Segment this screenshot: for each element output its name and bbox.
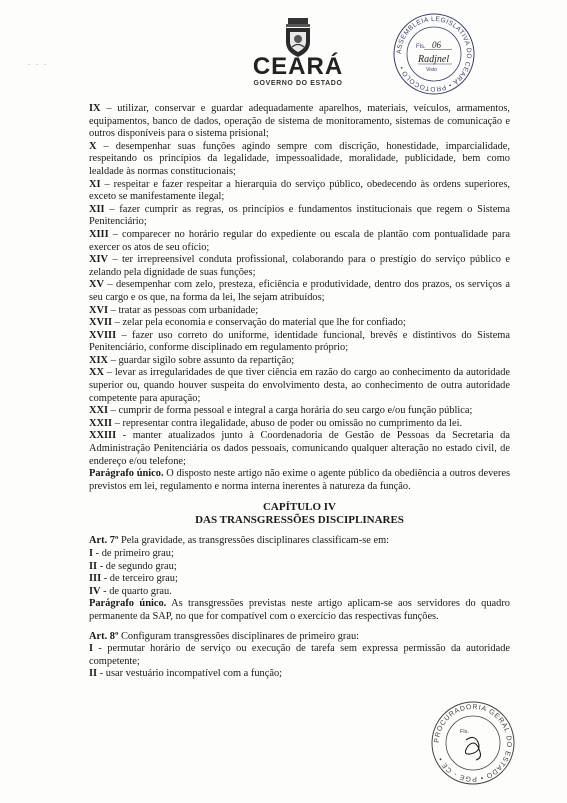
stamp-signature: Radjnel: [418, 54, 450, 65]
article-item-number: XXI: [89, 405, 109, 417]
article-item-text: – fazer cumprir as regras, os princípios e fundamentos institucionais que regem o Sistema Penitenciário;: [89, 203, 510, 228]
article-8-item-text: - permutar horário de serviço ou execução de tarefa sem expressa permissão da autoridade competente;: [89, 643, 510, 667]
article-8-item-number: II: [89, 668, 98, 680]
legislative-protocol-stamp: [392, 12, 476, 96]
article-item: [89, 430, 510, 468]
grade-item-number: III: [89, 573, 102, 585]
article-item: [89, 141, 510, 179]
article-8-item: [89, 668, 510, 681]
article-8-text: Configuram transgressões disciplinares de primeiro grau:: [118, 630, 360, 642]
pge-stamp-ring-text: PROCURADORIA GERAL DO ESTADO • PGE - CE •: [433, 703, 513, 783]
article-item: [89, 179, 510, 204]
chapter-title: CAPÍTULO IV: [262, 501, 337, 514]
stamp-ring-text: ASSEMBLEIA LEGISLATIVA DO CEARÁ • PROTOCOLO •: [395, 15, 473, 93]
article-7-heading: [89, 535, 510, 548]
article-items-list: [89, 103, 510, 468]
article-item: [89, 367, 510, 405]
article-item-text: – cumprir de forma pessoal e integral a carga horária do seu cargo e/ou função pública;: [108, 405, 473, 417]
article-item-text: – desempenhar suas funções agindo sempre com discrição, honestidade, imparcialidade, respeitando os princípios da legalidade, impessoalidade, moralidade, publicidade, bem como lealdade às normas constitucionais;: [89, 140, 510, 177]
article-item: [89, 229, 510, 254]
article-item-number: XVII: [89, 317, 113, 329]
article-item-number: XIV: [89, 254, 109, 266]
paragrafo-unico-2: [89, 598, 510, 623]
stamp-fls-value: 06: [432, 40, 441, 50]
article-8-label: Art. 8º: [89, 630, 119, 642]
article-7-grades-list: [89, 548, 510, 598]
article-item-text: – fazer uso correto do uniforme, identidade funcional, brevês e distintivos do Sistema Penitenciário, conforme disciplinado em regulamento próprio;: [89, 329, 510, 354]
article-8-items-list: [89, 643, 510, 681]
article-item: [89, 405, 510, 418]
article-item: [89, 279, 510, 304]
grade-item-text: - de terceiro grau;: [101, 573, 178, 585]
grade-item: [89, 586, 510, 599]
article-8-item-text: - usar vestuário incompatível com a função;: [97, 668, 283, 680]
article-item-text: – desempenhar com zelo, presteza, eficiência e produtividade, dentro dos prazos, os serviços a seu cargo e os que, na forma da lei, lhe sejam atribuídos;: [89, 279, 510, 303]
article-item-number: X: [89, 140, 97, 152]
paragrafo-label: Parágrafo único.: [89, 598, 167, 610]
article-item-text: – tratar as pessoas com urbanidade;: [108, 304, 259, 316]
stamp-fls-label: Fls.: [416, 44, 426, 50]
article-item-text: – ter irrepreensível conduta profissional, colaborando para o prestígio do serviço público e zelando pela dignidade de suas funções;: [89, 254, 510, 278]
grade-item-text: - de quarto grau.: [100, 585, 172, 597]
article-item-number: IX: [89, 103, 101, 114]
article-item-number: XV: [89, 279, 105, 291]
article-item-text: - manter atualizados junto à Coordenadoria de Gestão de Pessoas da Secretaria da Administração Penitenciária os dados pessoais, comunicando qualquer alteração no estado civil, de endereço e/ou telefone;: [89, 430, 510, 467]
article-item-number: XXII: [89, 417, 113, 429]
article-item-text: – levar as irregularidades de que tiver ciência em razão do cargo ao conhecimento da autoridade superior ou, quando houver suspeita do envolvimento desta, ao conhecimento de outra autoridade competente para apuração;: [89, 367, 510, 404]
article-item-number: XIII: [89, 228, 109, 240]
page-header: [0, 0, 567, 105]
grade-item-text: - de primeiro grau;: [93, 548, 174, 559]
ceara-coat-of-arms-icon: [283, 18, 313, 58]
article-item-number: XVI: [89, 304, 109, 316]
chapter-subtitle: DAS TRANSGRESSÕES DISCIPLINARES: [195, 514, 404, 527]
article-item: [89, 305, 510, 318]
pge-stamp-fls-label: Fls.: [460, 729, 469, 735]
grade-item-number: I: [89, 548, 94, 559]
article-item-number: XVIII: [89, 329, 117, 341]
article-item-text: – guardar sigilo sobre assunto da repartição;: [108, 354, 295, 366]
paragrafo-text: As transgressões previstas neste artigo aplicam-se aos servidores do quadro permanente da SAP, no que for compatível com o exercício das respectivas funções.: [89, 598, 510, 622]
margin-mark: . . .: [28, 58, 48, 67]
article-item-number: XXIII: [89, 430, 117, 442]
article-7-text: Pela gravidade, as transgressões disciplinares classificam-se em:: [118, 535, 390, 547]
article-8-item: [89, 643, 510, 668]
article-item: [89, 355, 510, 368]
government-brand: [228, 55, 368, 87]
article-8-item-number: I: [89, 643, 94, 655]
article-item: [89, 418, 510, 431]
paragrafo-unico-1: [89, 468, 510, 493]
grade-item-number: II: [89, 560, 98, 572]
article-item-number: XIX: [89, 354, 109, 366]
article-8-heading: [89, 631, 510, 644]
article-7-label: Art. 7º: [89, 535, 119, 547]
article-item-number: XX: [89, 367, 105, 379]
article-item-text: – utilizar, conservar e guardar adequadamente aparelhos, materiais, veículos, armamentos, equipamentos, banco de dados, operação de sistema de monitoramento, sistemas de comunicação e outros disponíveis para o sistema prisional;: [89, 103, 510, 140]
pge-stamp-signature-mark: [465, 737, 480, 760]
article-item: [89, 204, 510, 229]
brand-subtitle: GOVERNO DO ESTADO: [253, 80, 343, 87]
article-item-number: XII: [89, 203, 105, 215]
article-item: [89, 103, 510, 141]
grade-item: [89, 573, 510, 586]
grade-item-number: IV: [89, 585, 101, 597]
article-item: [89, 330, 510, 355]
brand-name: CEARÁ: [252, 53, 344, 80]
article-item-text: – zelar pela economia e conservação do material que lhe for confiado;: [112, 317, 406, 329]
grade-item-text: - de segundo grau;: [97, 560, 177, 572]
article-item-number: XI: [89, 178, 101, 190]
spacer: [89, 493, 510, 501]
article-item: [89, 317, 510, 330]
spacer: [89, 624, 510, 631]
paragrafo-label: Parágrafo único.: [89, 468, 164, 480]
article-item: [89, 254, 510, 279]
grade-item: [89, 561, 510, 574]
paragrafo-text: O disposto neste artigo não exime o agente público da obediência a outros deveres previstos em lei, regulamento e norma interna inerentes à natureza da função.: [89, 468, 510, 492]
pge-protocol-stamp: [430, 700, 516, 786]
spacer: [89, 527, 510, 535]
article-item-text: – respeitar e fazer respeitar a hierarquia do serviço público, obedecendo às ordens superiores, exceto se manifestamente ilegal;: [89, 178, 510, 203]
document-body: [89, 103, 510, 681]
article-item-text: – representar contra ilegalidade, abuso de poder ou omissão no cumprimento da lei.: [112, 417, 463, 429]
grade-item: [89, 548, 510, 561]
article-item-text: – comparecer no horário regular do expediente ou escala de plantão com pontualidade para exercer os atos de seu ofício;: [89, 228, 510, 253]
stamp-visto-label: Visto: [426, 67, 438, 73]
